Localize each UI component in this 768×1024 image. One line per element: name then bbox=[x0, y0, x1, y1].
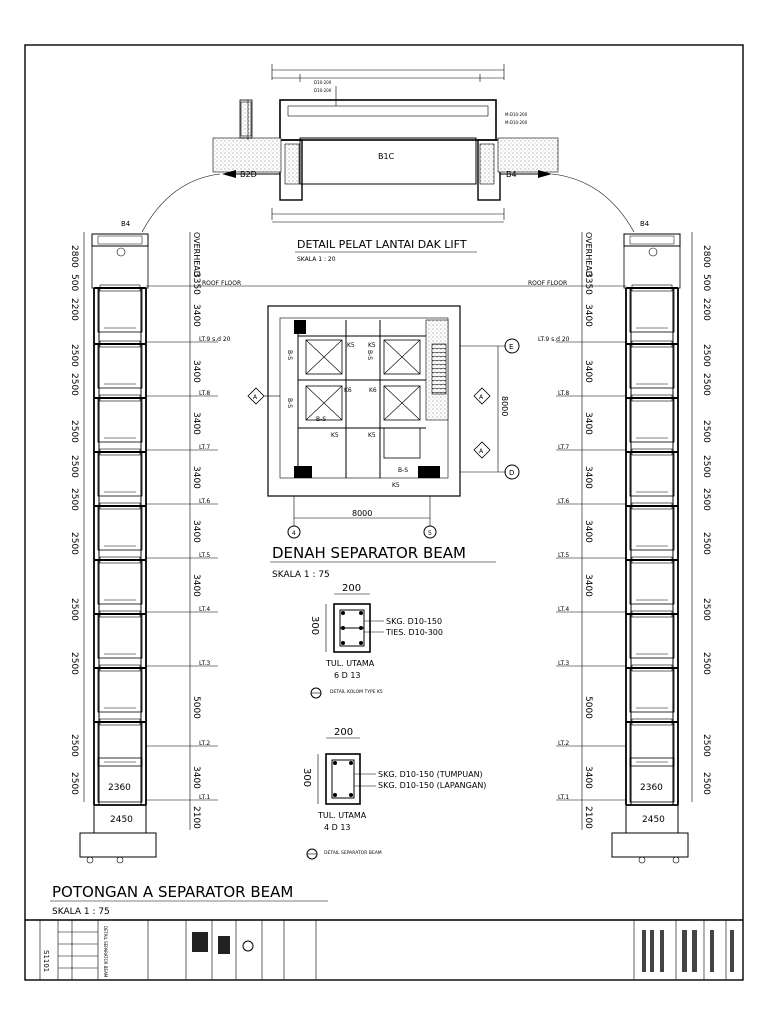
right-floor-0: ROOF FLOOR bbox=[528, 280, 568, 287]
left-outer-dim-0: 2800 bbox=[69, 245, 79, 268]
left-outer-dim-10: 2500 bbox=[69, 652, 79, 675]
right-inner-dim-0: 3350 bbox=[583, 272, 593, 295]
left-inner-dim-6: 3400 bbox=[191, 574, 201, 597]
column-height: 300 bbox=[309, 616, 320, 636]
right-floor-3: LT.7 bbox=[558, 444, 570, 451]
right-floor-9: LT.1 bbox=[558, 794, 570, 801]
left-outer-dim-6: 2500 bbox=[69, 455, 79, 478]
grid-d-label: D bbox=[509, 469, 515, 477]
left-inner-dim-2: 3400 bbox=[191, 360, 201, 383]
column-detail bbox=[309, 583, 443, 698]
left-outer-dim-8: 2500 bbox=[69, 532, 79, 555]
plan-label-4: K5 bbox=[331, 432, 339, 439]
right-floor-6: LT.4 bbox=[558, 606, 570, 613]
right-b4-label: B4 bbox=[640, 220, 650, 228]
outer-frame bbox=[25, 45, 743, 980]
grid-5-label: 5 bbox=[428, 530, 432, 537]
right-floor-5: LT.5 bbox=[558, 552, 570, 559]
top-detail-scale: SKALA 1 : 20 bbox=[297, 256, 336, 263]
right-base-width: 2450 bbox=[642, 815, 665, 825]
left-bottom-width: 2360 bbox=[108, 783, 131, 793]
left-floor-7: LT.3 bbox=[199, 660, 211, 667]
plan-label-9: B-S bbox=[366, 350, 373, 361]
section-marker-a-left: A bbox=[253, 394, 258, 401]
beam-stirrup-1: SKG. D10-150 (TUMPUAN) bbox=[378, 770, 483, 779]
left-outer-dim-7: 2500 bbox=[69, 488, 79, 511]
right-overhead: OVERHEAD bbox=[584, 232, 593, 277]
left-floor-9: LT.1 bbox=[199, 794, 211, 801]
right-outer-dim-4: 2500 bbox=[701, 373, 711, 396]
left-outer-dim-12: 2500 bbox=[69, 772, 79, 795]
section-marker-a-lower: A bbox=[479, 448, 484, 455]
left-inner-dim-7: 5000 bbox=[191, 696, 201, 719]
right-outer-dim-3: 2500 bbox=[701, 344, 711, 367]
plan-label-6: B-S bbox=[286, 350, 293, 361]
right-outer-dim-2: 2200 bbox=[701, 298, 711, 321]
left-floor-5: LT.5 bbox=[199, 552, 211, 559]
left-overhead: OVERHEAD bbox=[192, 232, 201, 277]
left-floor-1: LT.9 s.d 20 bbox=[199, 336, 231, 343]
left-base-width: 2450 bbox=[110, 815, 133, 825]
left-outer-dim-3: 2500 bbox=[69, 344, 79, 367]
plan-view bbox=[248, 306, 519, 580]
right-outer-dim-6: 2500 bbox=[701, 455, 711, 478]
right-outer-dim-8: 2500 bbox=[701, 532, 711, 555]
left-inner-dim-9: 2100 bbox=[191, 806, 201, 829]
section-scale: SKALA 1 : 75 bbox=[52, 907, 110, 917]
beam-stirrup-2: SKG. D10-150 (LAPANGAN) bbox=[378, 781, 487, 790]
grid-4-label: 4 bbox=[292, 530, 296, 537]
right-bottom-width: 2360 bbox=[640, 783, 663, 793]
left-inner-dim-1: 3400 bbox=[191, 304, 201, 327]
plan-scale: SKALA 1 : 75 bbox=[272, 570, 330, 580]
plan-label-7: B-S bbox=[286, 398, 293, 409]
right-inner-dim-4: 3400 bbox=[583, 466, 593, 489]
plan-dim-horizontal: 8000 bbox=[352, 509, 373, 518]
beam-caption: DETAIL SEPARATOR BEAM bbox=[324, 851, 382, 856]
grid-e-label: E bbox=[509, 343, 514, 351]
left-outer-dim-9: 2500 bbox=[69, 598, 79, 621]
section-title-block bbox=[50, 883, 328, 917]
left-floor-4: LT.6 bbox=[199, 498, 211, 505]
beam-label-b2d: B2D bbox=[240, 170, 257, 179]
plan-label-11: K5 bbox=[392, 482, 400, 489]
left-inner-dim-3: 3400 bbox=[191, 412, 201, 435]
right-floor-2: LT.8 bbox=[558, 390, 570, 397]
right-floor-8: LT.2 bbox=[558, 740, 570, 747]
left-inner-dim-0: 3350 bbox=[191, 272, 201, 295]
left-inner-dim-4: 3400 bbox=[191, 466, 201, 489]
beam-label-b4-top: B4 bbox=[506, 170, 517, 179]
plan-title: DENAH SEPARATOR BEAM bbox=[272, 544, 466, 562]
right-outer-dim-7: 2500 bbox=[701, 488, 711, 511]
plan-label-0: K5 bbox=[347, 342, 355, 349]
left-outer-dim-5: 2500 bbox=[69, 420, 79, 443]
left-floor-8: LT.2 bbox=[199, 740, 211, 747]
drawing-title-small: DETAIL SEPARATOR BEAM bbox=[103, 926, 108, 978]
right-inner-dim-9: 2100 bbox=[583, 806, 593, 829]
right-inner-dim-7: 5000 bbox=[583, 696, 593, 719]
side-note-1: M-D10-200 bbox=[505, 112, 528, 117]
right-inner-dim-2: 3400 bbox=[583, 360, 593, 383]
column-caption: DETAIL KOLOM TYPE K5 bbox=[330, 690, 383, 695]
right-outer-dim-12: 2500 bbox=[701, 772, 711, 795]
right-outer-dim-11: 2500 bbox=[701, 734, 711, 757]
section-marker-a-right: A bbox=[479, 394, 484, 401]
right-inner-dim-3: 3400 bbox=[583, 412, 593, 435]
plan-label-10: B-S bbox=[398, 467, 409, 474]
right-outer-dim-0: 2800 bbox=[701, 245, 711, 268]
right-inner-dim-8: 3400 bbox=[583, 766, 593, 789]
left-inner-dim-8: 3400 bbox=[191, 766, 201, 789]
title-block bbox=[25, 920, 734, 980]
right-floor-1: LT.9 s.d 20 bbox=[538, 336, 570, 343]
beam-main-value: 4 D 13 bbox=[324, 823, 351, 832]
right-inner-dim-6: 3400 bbox=[583, 574, 593, 597]
column-ties: TIES. D10-300 bbox=[386, 628, 443, 637]
column-main-label: TUL. UTAMA bbox=[326, 659, 375, 668]
right-outer-dim-1: 500 bbox=[701, 274, 711, 292]
right-outer-dim-5: 2500 bbox=[701, 420, 711, 443]
column-stirrup: SKG. D10-150 bbox=[386, 617, 443, 626]
plan-dim-vertical: 8000 bbox=[500, 396, 509, 417]
left-outer-dim-2: 2200 bbox=[69, 298, 79, 321]
beam-main-label: TUL. UTAMA bbox=[318, 811, 367, 820]
top-detail-title: DETAIL PELAT LANTAI DAK LIFT bbox=[297, 238, 467, 251]
rebar-note-1: D10-200 bbox=[314, 80, 332, 85]
side-note-2: M-D10-200 bbox=[505, 120, 528, 125]
left-floor-2: LT.8 bbox=[199, 390, 211, 397]
right-floor-4: LT.6 bbox=[558, 498, 570, 505]
plan-label-3: K6 bbox=[369, 387, 377, 394]
right-floor-7: LT.3 bbox=[558, 660, 570, 667]
plan-label-8: B-S bbox=[316, 416, 327, 423]
right-outer-dim-9: 2500 bbox=[701, 598, 711, 621]
right-inner-dim-5: 3400 bbox=[583, 520, 593, 543]
right-inner-dim-1: 3400 bbox=[583, 304, 593, 327]
left-outer-dim-1: 500 bbox=[69, 274, 79, 292]
left-inner-dim-5: 3400 bbox=[191, 520, 201, 543]
left-section-stack bbox=[69, 220, 241, 863]
right-section-stack bbox=[528, 220, 711, 863]
right-outer-dim-10: 2500 bbox=[701, 652, 711, 675]
plan-label-2: K6 bbox=[344, 387, 352, 394]
rebar-note-2: D10-200 bbox=[314, 88, 332, 93]
sheet-code: S1101 bbox=[42, 950, 50, 973]
left-floor-0: ROOF FLOOR bbox=[202, 280, 242, 287]
left-floor-6: LT.4 bbox=[199, 606, 211, 613]
left-outer-dim-11: 2500 bbox=[69, 734, 79, 757]
left-b4-label: B4 bbox=[121, 220, 131, 228]
beam-height: 300 bbox=[301, 768, 312, 788]
beam-detail bbox=[301, 727, 486, 859]
left-floor-3: LT.7 bbox=[199, 444, 211, 451]
plan-label-5: K5 bbox=[368, 432, 376, 439]
section-title: POTONGAN A SEPARATOR BEAM bbox=[52, 883, 294, 901]
top-slab-detail bbox=[142, 64, 634, 263]
beam-label-b1c: B1C bbox=[378, 152, 395, 161]
column-width: 200 bbox=[342, 583, 362, 594]
left-outer-dim-4: 2500 bbox=[69, 373, 79, 396]
beam-width: 200 bbox=[334, 727, 354, 738]
plan-label-1: K5 bbox=[368, 342, 376, 349]
column-main-value: 6 D 13 bbox=[334, 671, 361, 680]
